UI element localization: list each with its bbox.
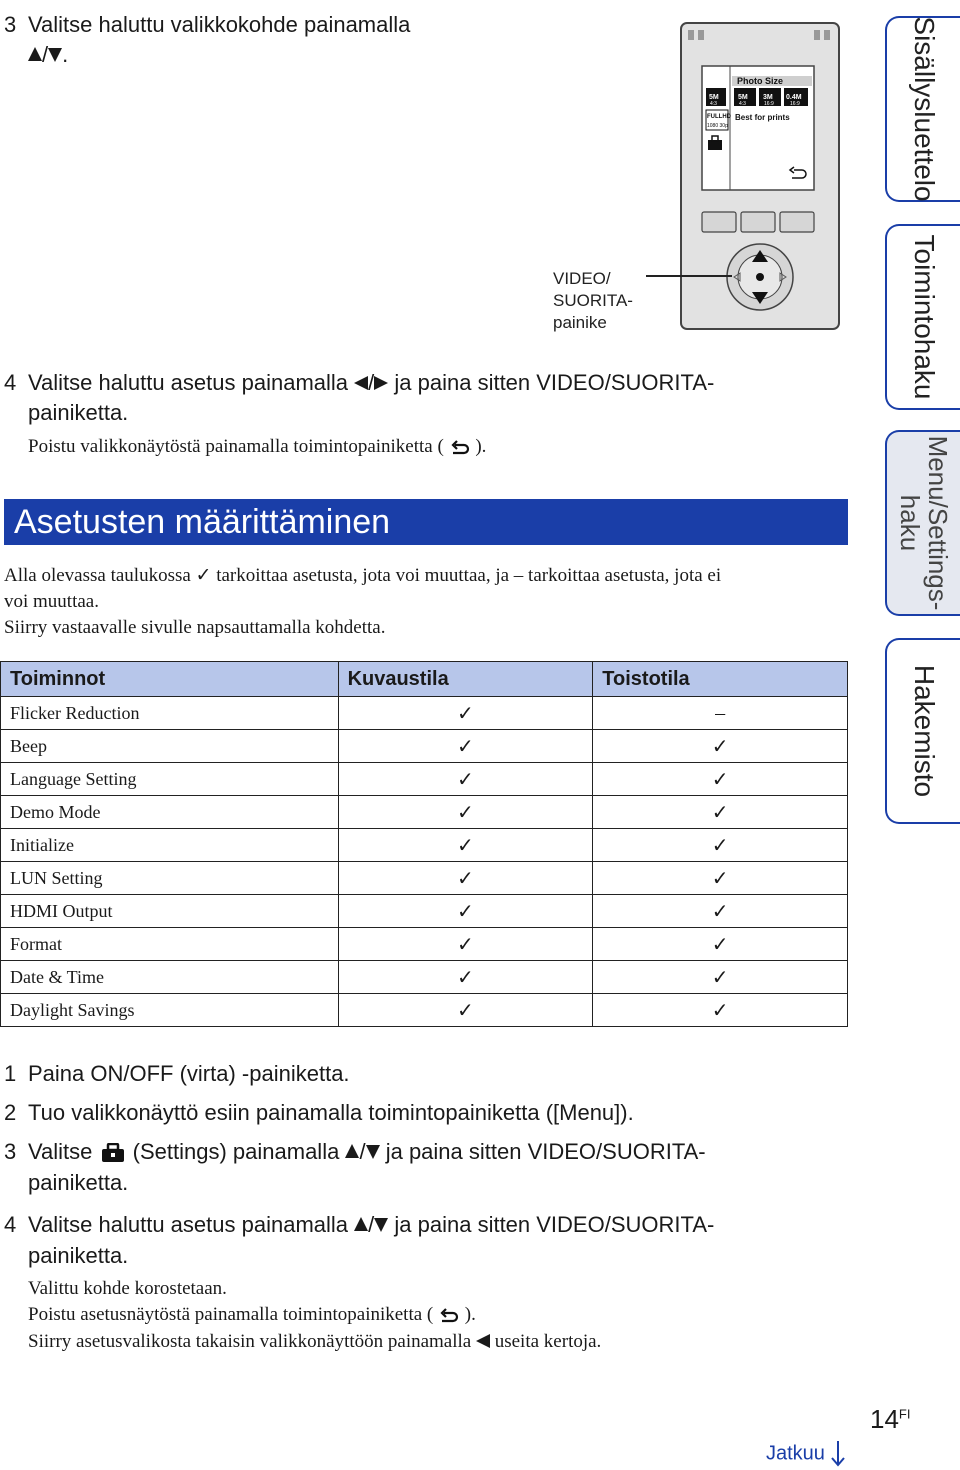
up-arrow-icon: [354, 1217, 368, 1231]
setting-link[interactable]: Flicker Reduction: [1, 697, 339, 730]
setting-link[interactable]: Beep: [1, 730, 339, 763]
step-4-cont: painiketta.: [28, 1243, 129, 1268]
step-3-cont: painiketta.: [28, 1170, 129, 1195]
return-icon: [438, 1307, 460, 1325]
setting-link[interactable]: Date & Time: [1, 961, 339, 994]
table-row[interactable]: [1, 961, 848, 994]
note-exit-settings: Poistu asetusnäytöstä painamalla toimintopainiketta ( ).: [28, 1304, 476, 1325]
table-row[interactable]: [1, 994, 848, 1027]
section-description-line2: voi muuttaa.: [4, 591, 99, 612]
table-row[interactable]: [1, 730, 848, 763]
video-button-callout: VIDEO/ SUORITA- painike: [553, 269, 633, 332]
section-heading: Asetusten määrittäminen: [4, 499, 848, 545]
playback-cell: –: [593, 697, 848, 730]
right-arrow-icon: [374, 376, 388, 390]
shooting-cell: ✓: [338, 862, 593, 895]
shooting-cell: ✓: [338, 796, 593, 829]
down-arrow-icon: [374, 1218, 388, 1232]
shooting-cell: ✓: [338, 763, 593, 796]
svg-text:16:9: 16:9: [764, 101, 774, 107]
table-row[interactable]: [1, 829, 848, 862]
svg-text:16:9: 16:9: [790, 101, 800, 107]
playback-cell: ✓: [593, 895, 848, 928]
step-4: 4 Valitse haluttu asetus painamalla / ja paina sitten VIDEO/SUORITA-: [4, 1208, 714, 1241]
table-row[interactable]: [1, 895, 848, 928]
svg-text:5M: 5M: [738, 94, 748, 101]
section-description-line1: Alla olevassa taulukossa ✓ tarkoittaa asetusta, jota voi muuttaa, ja – tarkoittaa asetusta, jota ei: [4, 565, 722, 586]
step-number: 1: [4, 1061, 17, 1086]
shooting-cell: ✓: [338, 829, 593, 862]
playback-cell: ✓: [593, 961, 848, 994]
step-3-top-cont: / .: [28, 42, 68, 68]
exit-menu-note: Poistu valikkonäytöstä painamalla toimintopainiketta ( ).: [28, 436, 487, 457]
step-number: 4: [4, 370, 17, 395]
return-icon: [449, 439, 471, 457]
step-2: 2 Tuo valikkonäyttö esiin painamalla toimintopainiketta ([Menu]).: [4, 1096, 634, 1129]
settings-table: [0, 661, 848, 1027]
note-back-to-menu: Siirry asetusvalikosta takaisin valikkonäyttöön painamalla useita kertoja.: [28, 1331, 602, 1352]
tab-label: Menu/Settings- haku: [895, 435, 953, 611]
tab-index[interactable]: [885, 638, 960, 824]
continue-link[interactable]: Jatkuu: [766, 1441, 845, 1467]
step-1: 1 Paina ON/OFF (virta) -painiketta.: [4, 1057, 350, 1090]
tab-function-search[interactable]: [885, 224, 960, 410]
svg-text:1080 30p: 1080 30p: [707, 123, 728, 129]
table-row[interactable]: [1, 697, 848, 730]
svg-text:Photo Size: Photo Size: [737, 76, 784, 86]
playback-cell: ✓: [593, 730, 848, 763]
step-number: 3: [4, 1139, 17, 1164]
playback-cell: ✓: [593, 796, 848, 829]
shooting-cell: ✓: [338, 928, 593, 961]
header-playback-mode: Toistotila: [593, 662, 848, 697]
shooting-cell: ✓: [338, 961, 593, 994]
shooting-cell: ✓: [338, 895, 593, 928]
playback-cell: ✓: [593, 763, 848, 796]
playback-cell: ✓: [593, 928, 848, 961]
section-description-line3: Siirry vastaavalle sivulle napsauttamalla kohdetta.: [4, 617, 386, 638]
step-3: 3 Valitse (Settings) painamalla / ja paina sitten VIDEO/SUORITA-: [4, 1135, 706, 1168]
playback-cell: ✓: [593, 994, 848, 1027]
page-number: $14^{FI}$: [870, 1404, 911, 1434]
shooting-cell: ✓: [338, 730, 593, 763]
playback-cell: ✓: [593, 862, 848, 895]
step-number: 2: [4, 1100, 17, 1125]
step-4-top: 4 Valitse haluttu asetus painamalla / ja paina sitten VIDEO/SUORITA-: [4, 366, 714, 399]
setting-link[interactable]: Daylight Savings: [1, 994, 339, 1027]
left-arrow-icon: [354, 376, 368, 390]
setting-link[interactable]: Initialize: [1, 829, 339, 862]
camera-device-icon: [680, 22, 840, 330]
svg-text:4:3: 4:3: [739, 101, 746, 107]
step-3-top: 3 Valitse haluttu valikkokohde painamalla: [4, 8, 410, 41]
table-row[interactable]: [1, 763, 848, 796]
setting-link[interactable]: Demo Mode: [1, 796, 339, 829]
arrow-down-icon: [831, 1441, 845, 1467]
setting-link[interactable]: HDMI Output: [1, 895, 339, 928]
header-shooting-mode: Kuvaustila: [338, 662, 593, 697]
toolbox-settings-icon: [101, 1143, 125, 1163]
svg-text:0.4M: 0.4M: [786, 94, 802, 101]
playback-cell: ✓: [593, 829, 848, 862]
callout-line: [646, 275, 732, 277]
step-number: 3: [4, 12, 17, 37]
svg-text:4:3: 4:3: [710, 101, 717, 107]
step-4-top-cont: painiketta.: [28, 400, 129, 425]
tab-label: Toimintohaku: [909, 234, 940, 400]
table-row[interactable]: [1, 862, 848, 895]
setting-link[interactable]: Format: [1, 928, 339, 961]
left-arrow-icon: [476, 1334, 490, 1348]
setting-link[interactable]: LUN Setting: [1, 862, 339, 895]
shooting-cell: ✓: [338, 697, 593, 730]
svg-text:3M: 3M: [763, 94, 773, 101]
table-row[interactable]: [1, 928, 848, 961]
tab-table-of-contents[interactable]: [885, 16, 960, 202]
svg-text:FULLHD: FULLHD: [707, 114, 731, 120]
checkmark-icon: ✓: [195, 565, 212, 586]
table-header-row: [1, 662, 848, 697]
tab-label: Hakemisto: [909, 664, 940, 798]
down-arrow-icon: [48, 48, 62, 62]
svg-text:5M: 5M: [709, 94, 719, 101]
setting-link[interactable]: Language Setting: [1, 763, 339, 796]
up-arrow-icon: [28, 47, 42, 61]
tab-label: Sisällysluettelo: [909, 16, 940, 202]
tab-menu-settings-search[interactable]: [885, 430, 960, 616]
step-number: 4: [4, 1212, 17, 1237]
down-arrow-icon: [366, 1145, 380, 1159]
header-functions: Toiminnot: [1, 662, 339, 697]
camera-illustration: [680, 22, 840, 330]
up-arrow-icon: [345, 1144, 359, 1158]
note-highlight: Valittu kohde korostetaan.: [28, 1278, 227, 1299]
shooting-cell: ✓: [338, 994, 593, 1027]
table-row[interactable]: [1, 796, 848, 829]
svg-text:Best for prints: Best for prints: [735, 113, 790, 122]
